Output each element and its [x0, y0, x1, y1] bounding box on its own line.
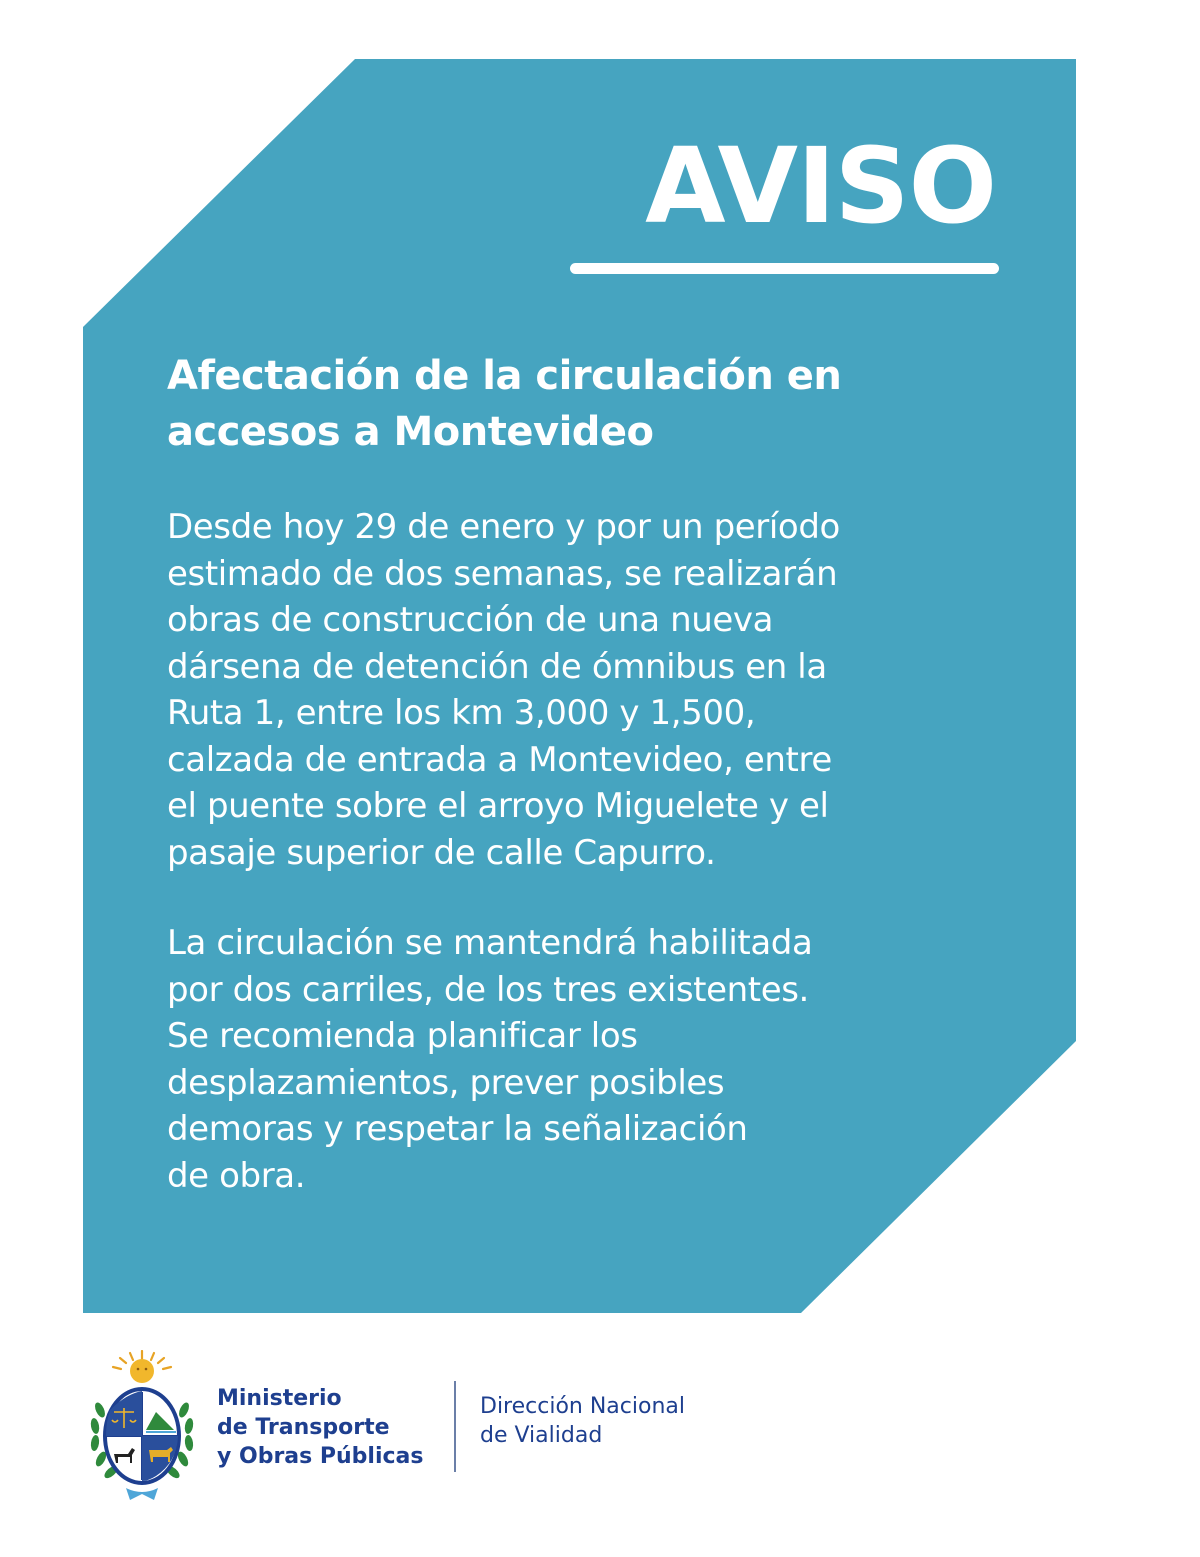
- department-line: Dirección Nacional: [480, 1394, 685, 1419]
- title-underline: [570, 263, 999, 274]
- paragraph-line: pasaje superior de calle Capurro.: [167, 832, 716, 873]
- paragraph-line: de obra.: [167, 1155, 306, 1196]
- sun-icon: [113, 1351, 171, 1383]
- paragraph-line: dársena de detención de ómnibus en la: [167, 646, 827, 687]
- ministry-line: Ministerio: [217, 1386, 342, 1411]
- paragraph-line: Se recomienda planificar los: [167, 1016, 638, 1056]
- headline-line: accesos a Montevideo: [167, 409, 654, 455]
- ministry-line: y Obras Públicas: [217, 1444, 424, 1469]
- department-name: [480, 1392, 685, 1450]
- department-line: de Vialidad: [480, 1423, 603, 1448]
- ministry-line: de Transporte: [217, 1415, 390, 1440]
- paragraph-line: La circulación se mantendrá habilitada: [167, 923, 813, 963]
- paragraph-line: Ruta 1, entre los km 3,000 y 1,500,: [167, 693, 756, 733]
- notice-badge-title: AVISO: [645, 125, 996, 247]
- paragraph-line: por dos carriles, de los tres existentes.: [167, 969, 809, 1010]
- headline-line: Afectación de la circulación en: [167, 353, 842, 399]
- paragraph-line: demoras y respetar la señalización: [167, 1109, 748, 1149]
- notice-paragraph-1: [167, 504, 1027, 876]
- paragraph-line: Desde hoy 29 de enero y por un período: [167, 507, 840, 547]
- paragraph-line: el puente sobre el arroyo Miguelete y el: [167, 786, 829, 826]
- footer-divider: [454, 1381, 456, 1472]
- paragraph-line: estimado de dos semanas, se realizarán: [167, 553, 838, 594]
- paragraph-line: desplazamientos, prever posibles: [167, 1062, 725, 1103]
- notice-paragraph-2: [167, 920, 1027, 1199]
- ministry-name: [217, 1384, 424, 1471]
- coat-of-arms-icon: [86, 1350, 198, 1502]
- paragraph-line: obras de construcción de una nueva: [167, 600, 774, 640]
- notice-headline: [167, 348, 1027, 460]
- paragraph-line: calzada de entrada a Montevideo, entre: [167, 739, 832, 780]
